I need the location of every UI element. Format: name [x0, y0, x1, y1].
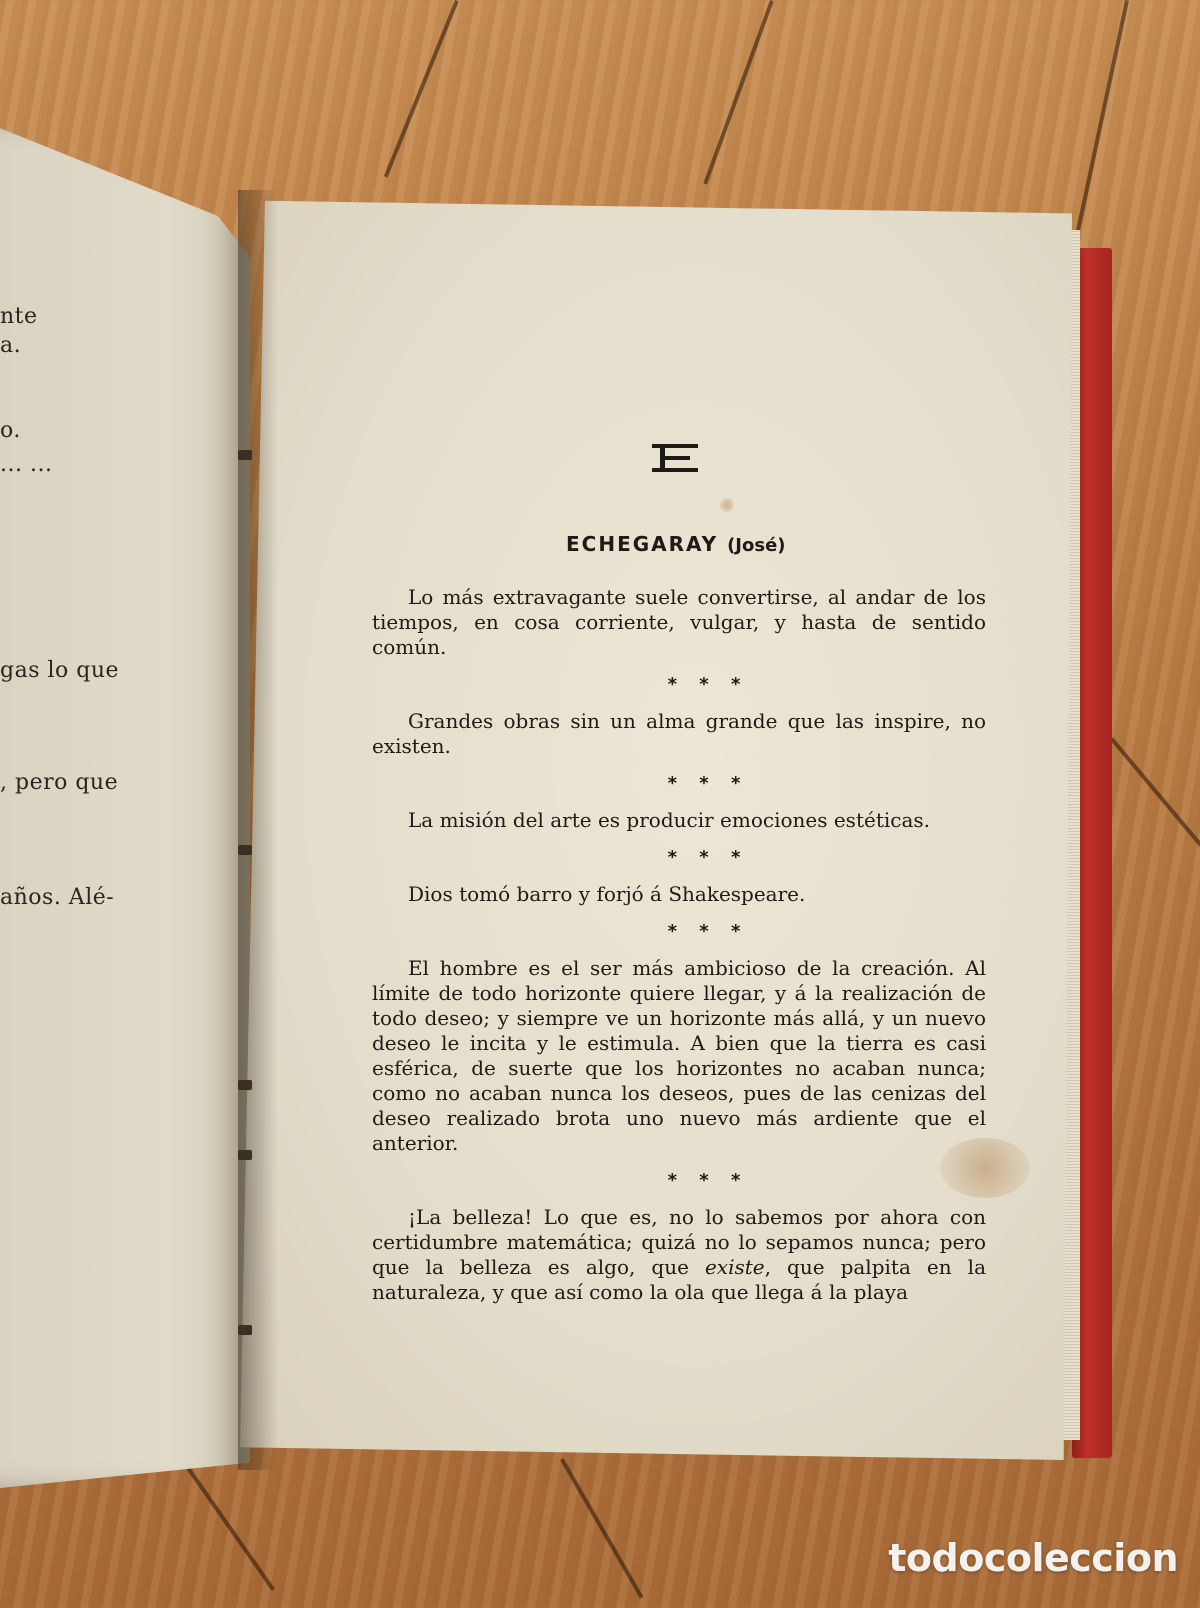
left-page-text: , pero que [0, 770, 119, 795]
binding-stitch [238, 1080, 252, 1090]
left-page-text: nte [0, 304, 38, 329]
binding-stitch [238, 1150, 252, 1160]
separator-asterisks: * * * [667, 1170, 749, 1191]
separator-asterisks: * * * [667, 674, 749, 695]
author-heading [566, 532, 786, 556]
paper-stain [720, 498, 734, 512]
floor-board-seam [384, 0, 459, 178]
binding-stitch [238, 450, 252, 460]
quote-italic-word: existe [704, 1255, 765, 1279]
binding-stitch [238, 845, 252, 855]
quote-paragraph: La misión del arte es producir emociones estéticas. [408, 808, 931, 832]
quote-paragraph: Lo más extravagante suele convertirse, al andar de los tiempos, en cosa corriente, vulgar, y hasta de sentido común. [372, 585, 986, 659]
floor-board-seam [703, 0, 773, 185]
binding-stitch [238, 1325, 252, 1335]
quote-paragraph-last [372, 1205, 986, 1305]
quotes-body [372, 585, 986, 1305]
floor-board-seam [180, 1458, 275, 1591]
separator-asterisks: * * * [667, 921, 749, 942]
author-first-name: (José) [727, 535, 786, 556]
floor-board-seam [1110, 737, 1200, 862]
section-letter-e [652, 444, 698, 472]
left-page-text: a. [0, 333, 22, 358]
left-page-text: años. Alé- [0, 885, 115, 910]
quote-text: , que palpita en la naturaleza, y que así como la ola que llega á la playa [372, 1255, 986, 1304]
left-page-text: o. [0, 418, 21, 443]
quote-text: ¡La belleza! Lo que es, no lo sabemos por ahora con certidumbre matemática; quizá no lo sepamos nunca; pero que la belleza es algo, que [372, 1205, 986, 1279]
author-name: ECHEGARAY [566, 532, 719, 556]
quote-paragraph: Grandes obras sin un alma grande que las inspire, no existen. [372, 709, 986, 758]
left-page-text: ... ... [0, 452, 53, 477]
quote-paragraph: Dios tomó barro y forjó á Shakespeare. [408, 882, 806, 906]
watermark-logo: todocoleccion [888, 1536, 1178, 1580]
left-page-text: gas lo que [0, 658, 120, 683]
separator-asterisks: * * * [667, 847, 749, 868]
floor-board-seam [560, 1458, 643, 1599]
quote-paragraph: El hombre es el ser más ambicioso de la creación. Al límite de todo horizonte quiere llegar, y á la realización de todo deseo; y siempre ve un horizonte más allá, y un nuevo deseo le incita y le estimula. A bien que la tierra es casi esférica, de suerte que los horizontes no acaban nunca; como no acaban nunca los deseos, pues de las cenizas del deseo realizado brota uno nuevo más ardiente que el anterior. [372, 956, 986, 1155]
separator-asterisks: * * * [667, 773, 749, 794]
spine-shadow [238, 190, 278, 1470]
